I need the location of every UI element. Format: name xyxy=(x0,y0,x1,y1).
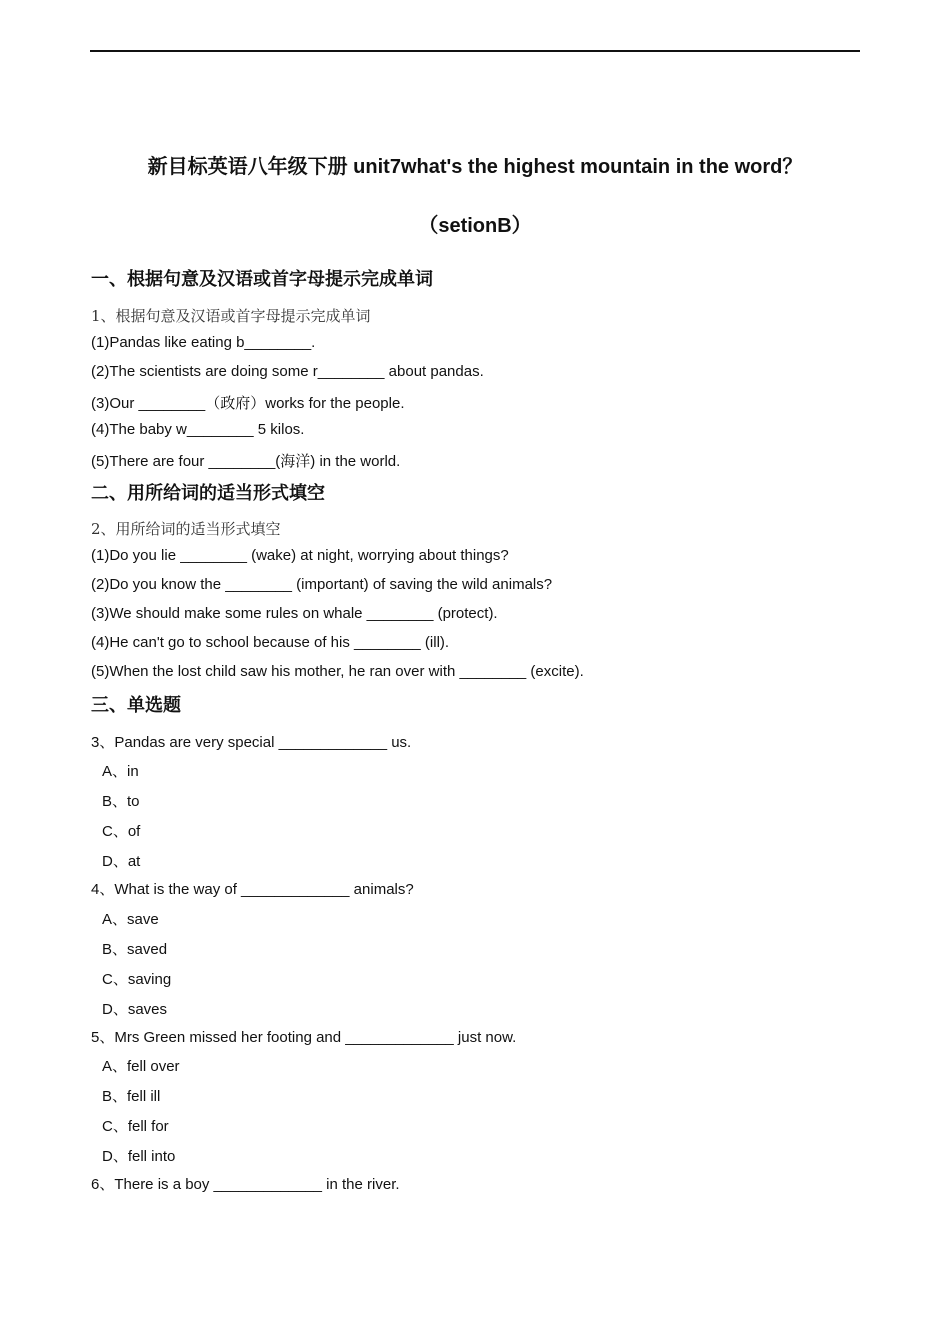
section2-item: (5)When the lost child saw his mother, he ran over with ________ (excite). xyxy=(91,663,584,680)
section1-intro: 1、根据句意及汉语或首字母提示完成单词 xyxy=(91,307,371,325)
section2-item: (3)We should make some rules on whale ________ (protect). xyxy=(91,605,498,622)
question-stem: 5、Mrs Green missed her footing and _____________ just now. xyxy=(91,1029,517,1046)
section2-item: (2)Do you know the ________ (important) of saving the wild animals? xyxy=(91,576,553,593)
section1-item: (1)Pandas like eating b________. xyxy=(91,334,316,351)
document-subtitle: （setionB） xyxy=(418,215,532,237)
section1-item: (4)The baby w________ 5 kilos. xyxy=(91,421,305,438)
section1-item: (2)The scientists are doing some r________ about pandas. xyxy=(91,363,484,380)
option: A、save xyxy=(102,911,159,928)
question-stem: 3、Pandas are very special _____________ us. xyxy=(91,734,412,751)
option: C、fell for xyxy=(102,1118,169,1135)
option: A、fell over xyxy=(102,1058,180,1075)
section2-item: (4)He can't go to school because of his ________ (ill). xyxy=(91,634,450,651)
option: B、to xyxy=(102,793,140,810)
option: D、saves xyxy=(102,1001,168,1018)
question-stem: 6、There is a boy _____________ in the river. xyxy=(91,1176,400,1193)
section2-item: (1)Do you lie ________ (wake) at night, worrying about things? xyxy=(91,547,509,564)
option: B、saved xyxy=(102,941,168,958)
option: C、of xyxy=(102,823,141,840)
section2-heading: 二、用所给词的适当形式填空 xyxy=(91,483,325,503)
option: B、fell ill xyxy=(102,1088,161,1105)
option: A、in xyxy=(102,763,139,780)
section1-item: (5)There are four ________(海洋) in the world. xyxy=(91,453,401,470)
section3-heading: 三、单选题 xyxy=(91,695,181,715)
document-title: 新目标英语八年级下册 unit7what's the highest mountain in the word？ xyxy=(147,156,803,178)
section2-intro: 2、用所给词的适当形式填空 xyxy=(91,520,281,538)
option: C、saving xyxy=(102,971,172,988)
option: D、at xyxy=(102,853,141,870)
section1-heading: 一、根据句意及汉语或首字母提示完成单词 xyxy=(91,269,433,289)
header-rule xyxy=(90,50,860,52)
section1-item: (3)Our ________（政府）works for the people. xyxy=(91,395,405,412)
option: D、fell into xyxy=(102,1148,176,1165)
question-stem: 4、What is the way of _____________ animals? xyxy=(91,881,414,898)
